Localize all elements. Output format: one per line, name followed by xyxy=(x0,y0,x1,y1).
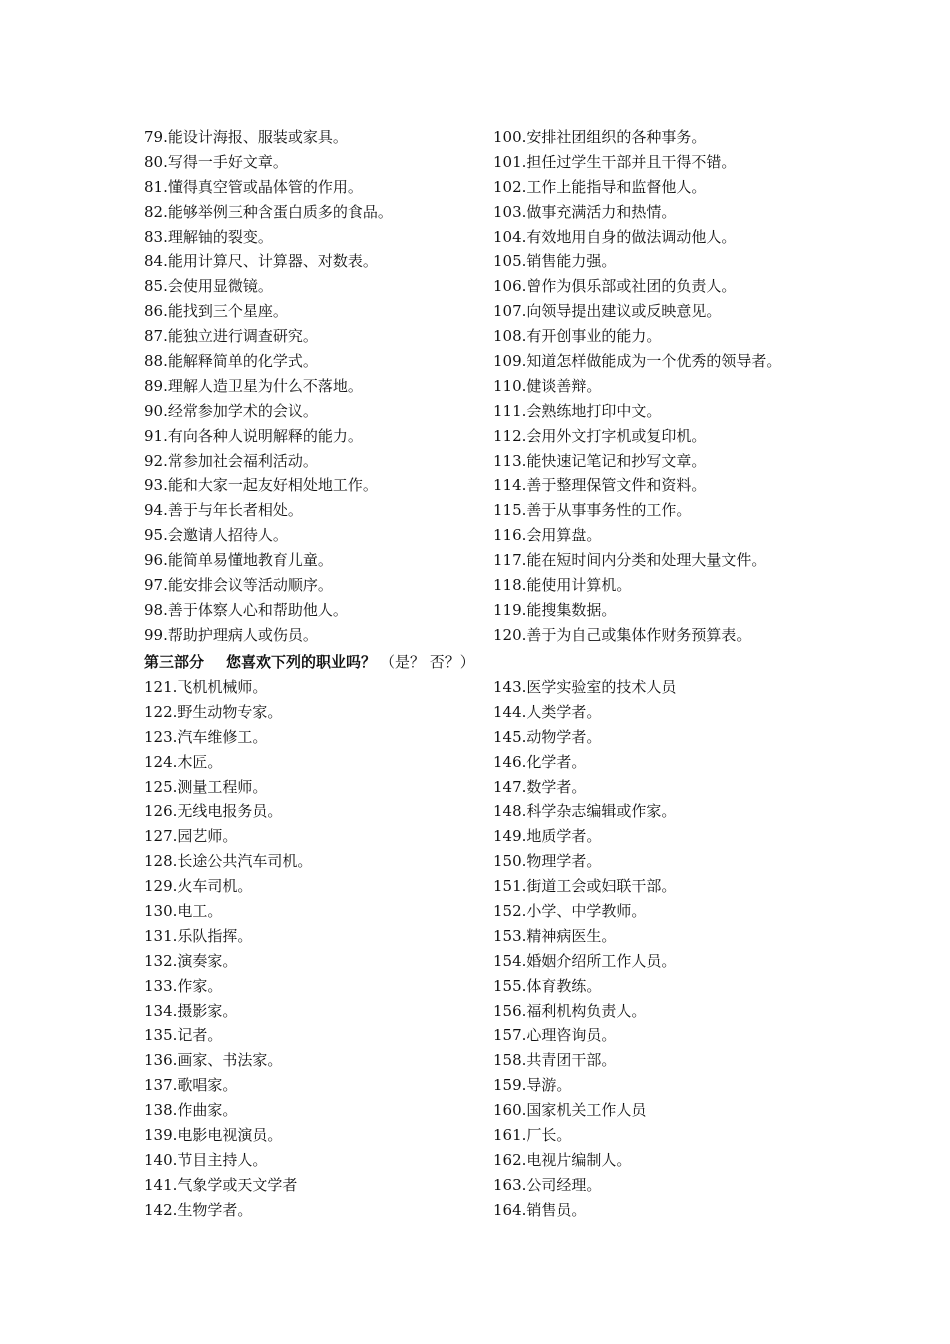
question-item: 164.销售员。 xyxy=(493,1200,587,1219)
question-item: 162.电视片编制人。 xyxy=(493,1150,632,1169)
occupation-list-right-column xyxy=(493,675,864,1223)
question-item: 110.健谈善辩。 xyxy=(493,376,602,395)
question-item: 139.电影电视演员。 xyxy=(144,1126,283,1145)
question-item: 157.心理咨询员。 xyxy=(493,1026,617,1045)
question-item: 158.共青团干部。 xyxy=(493,1051,617,1070)
question-item: 101.担任过学生干部并且干得不错。 xyxy=(493,152,737,171)
question-item: 132.演奏家。 xyxy=(144,951,238,970)
question-item: 100.安排社团组织的各种事务。 xyxy=(493,128,707,146)
question-item: 116.会用算盘。 xyxy=(493,526,602,545)
question-item: 85.会使用显微镜。 xyxy=(144,277,273,296)
question-item: 88.能解释简单的化学式。 xyxy=(144,352,318,371)
question-item: 145.动物学者。 xyxy=(493,727,602,746)
question-item: 111.会熟练地打印中文。 xyxy=(493,401,662,420)
question-item: 109.知道怎样做能成为一个优秀的领导者。 xyxy=(493,352,782,371)
question-item: 129.火车司机。 xyxy=(144,877,253,896)
question-item: 135.记者。 xyxy=(144,1026,223,1045)
question-item: 112.会用外文打字机或复印机。 xyxy=(493,426,707,445)
question-item: 114.善于整理保管文件和资料。 xyxy=(493,476,707,495)
question-item: 119.能搜集数据。 xyxy=(493,600,617,619)
question-item: 97.能安排会议等活动顺序。 xyxy=(144,576,333,595)
question-item: 120.善于为自己或集体作财务预算表。 xyxy=(493,625,752,644)
question-item: 143.医学实验室的技术人员 xyxy=(493,678,677,696)
question-item: 136.画家、书法家。 xyxy=(144,1051,283,1070)
part-three-label: 第三部分 xyxy=(144,653,205,671)
question-item: 148.科学杂志编辑或作家。 xyxy=(493,802,677,821)
part-three-heading xyxy=(144,650,475,675)
question-item: 156.福利机构负责人。 xyxy=(493,1001,647,1020)
question-item: 154.婚姻介绍所工作人员。 xyxy=(493,951,677,970)
question-item: 115.善于从事事务性的工作。 xyxy=(493,501,692,520)
ability-list-columns xyxy=(144,125,864,648)
question-item: 134.摄影家。 xyxy=(144,1001,238,1020)
question-item: 149.地质学者。 xyxy=(493,827,602,846)
question-item: 137.歌唱家。 xyxy=(144,1076,238,1095)
question-item: 160.国家机关工作人员 xyxy=(493,1101,647,1120)
occupation-list-columns xyxy=(144,675,864,1223)
question-item: 142.生物学者。 xyxy=(144,1200,253,1219)
question-item: 104.有效地用自身的做法调动他人。 xyxy=(493,227,737,246)
part-three-answer-hint: （是？ 否？） xyxy=(380,653,475,671)
question-item: 163.公司经理。 xyxy=(493,1175,602,1194)
question-item: 140.节目主持人。 xyxy=(144,1150,268,1169)
question-item: 108.有开创事业的能力。 xyxy=(493,327,662,346)
question-item: 159.导游。 xyxy=(493,1076,572,1095)
question-item: 124.木匠。 xyxy=(144,752,223,771)
question-item: 90.经常参加学术的会议。 xyxy=(144,401,318,420)
question-item: 146.化学者。 xyxy=(493,752,587,771)
question-item: 133.作家。 xyxy=(144,976,223,995)
question-item: 89.理解人造卫星为什么不落地。 xyxy=(144,376,363,395)
question-item: 96.能简单易懂地教育儿童。 xyxy=(144,551,333,570)
question-item: 84.能用计算尺、计算器、对数表。 xyxy=(144,252,378,271)
question-item: 94.善于与年长者相处。 xyxy=(144,501,303,520)
question-item: 161.厂长。 xyxy=(493,1126,572,1145)
question-item: 152.小学、中学教师。 xyxy=(493,902,647,921)
question-item: 122.野生动物专家。 xyxy=(144,702,283,721)
question-item: 155.体育教练。 xyxy=(493,976,602,995)
question-item: 95.会邀请人招待人。 xyxy=(144,526,288,545)
question-item: 91.有向各种人说明解释的能力。 xyxy=(144,426,363,445)
question-item: 138.作曲家。 xyxy=(144,1101,238,1120)
question-item: 87.能独立进行调查研究。 xyxy=(144,327,318,346)
question-item: 150.物理学者。 xyxy=(493,852,602,871)
question-item: 128.长途公共汽车司机。 xyxy=(144,852,313,871)
question-item: 121.飞机机械师。 xyxy=(144,678,268,696)
question-item: 125.测量工程师。 xyxy=(144,777,268,796)
question-item: 99.帮助护理病人或伤员。 xyxy=(144,625,318,644)
question-item: 79.能设计海报、服装或家具。 xyxy=(144,128,348,146)
occupation-list-left-column xyxy=(144,675,493,1223)
question-item: 92.常参加社会福利活动。 xyxy=(144,451,318,470)
question-item: 106.曾作为俱乐部或社团的负责人。 xyxy=(493,277,737,296)
question-item: 130.电工。 xyxy=(144,902,223,921)
question-item: 83.理解铀的裂变。 xyxy=(144,227,273,246)
ability-list-left-column xyxy=(144,125,493,648)
question-item: 93.能和大家一起友好相处地工作。 xyxy=(144,476,378,495)
question-item: 151.街道工会或妇联干部。 xyxy=(493,877,677,896)
question-item: 127.园艺师。 xyxy=(144,827,238,846)
question-item: 123.汽车维修工。 xyxy=(144,727,268,746)
question-item: 153.精神病医生。 xyxy=(493,926,617,945)
question-item: 147.数学者。 xyxy=(493,777,587,796)
question-item: 82.能够举例三种含蛋白质多的食品。 xyxy=(144,202,393,221)
ability-list-right-column xyxy=(493,125,864,648)
question-item: 105.销售能力强。 xyxy=(493,252,617,271)
question-item: 86.能找到三个星座。 xyxy=(144,302,288,321)
question-item: 103.做事充满活力和热情。 xyxy=(493,202,677,221)
question-item: 81.懂得真空管或晶体管的作用。 xyxy=(144,177,363,196)
question-item: 131.乐队指挥。 xyxy=(144,926,253,945)
question-item: 80.写得一手好文章。 xyxy=(144,152,288,171)
ability-list-section xyxy=(144,125,864,648)
question-item: 144.人类学者。 xyxy=(493,702,602,721)
question-item: 117.能在短时间内分类和处理大量文件。 xyxy=(493,551,767,570)
question-item: 141.气象学或天文学者 xyxy=(144,1175,298,1194)
question-item: 126.无线电报务员。 xyxy=(144,802,283,821)
question-item: 113.能快速记笔记和抄写文章。 xyxy=(493,451,707,470)
question-item: 118.能使用计算机。 xyxy=(493,576,632,595)
question-item: 102.工作上能指导和监督他人。 xyxy=(493,177,707,196)
part-three-question: 您喜欢下列的职业吗？ xyxy=(226,653,377,671)
occupation-list-section xyxy=(144,675,864,1223)
question-item: 107.向领导提出建议或反映意见。 xyxy=(493,302,722,321)
question-item: 98.善于体察人心和帮助他人。 xyxy=(144,600,348,619)
